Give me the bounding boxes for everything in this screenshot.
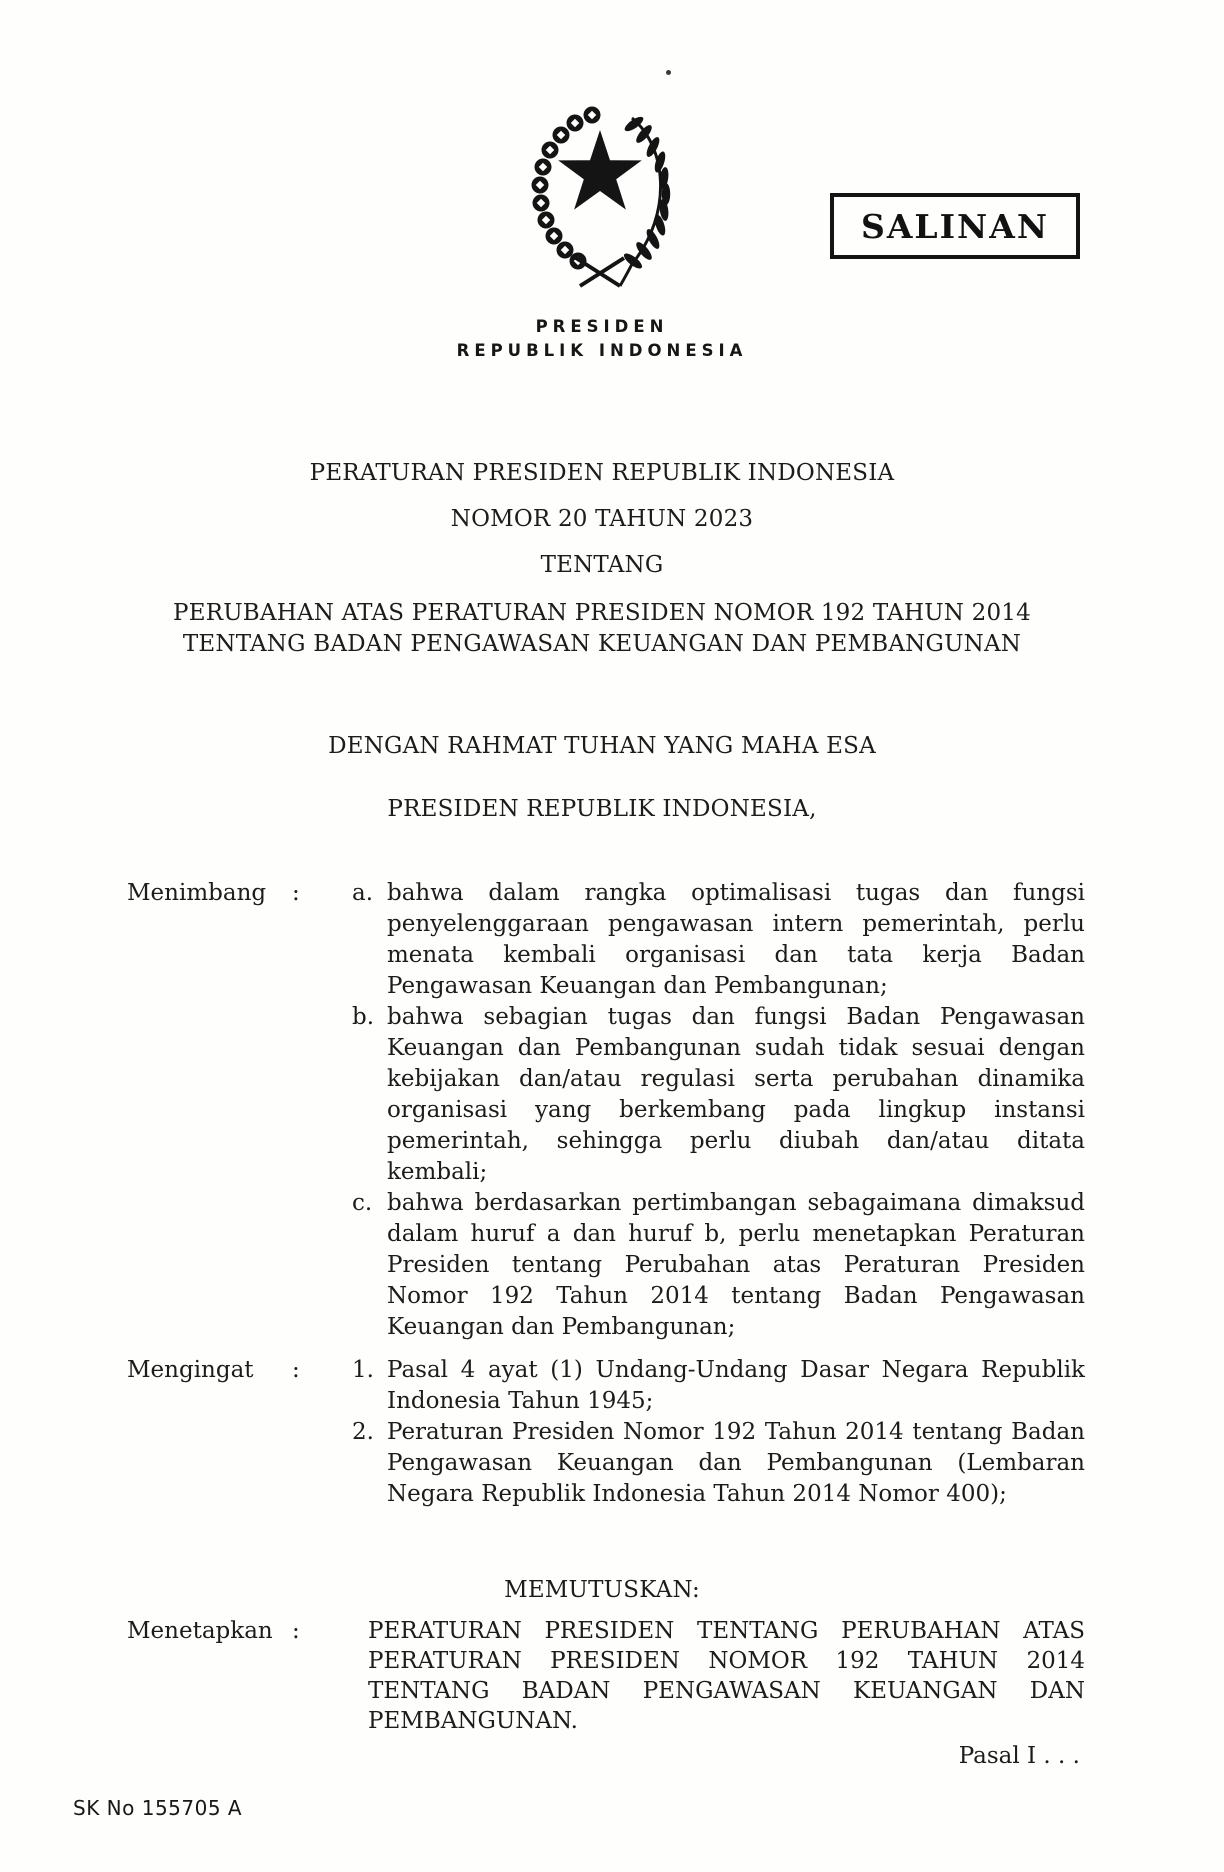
title-line-2: NOMOR 20 TAHUN 2023 — [450, 506, 754, 532]
item-marker: a. — [352, 880, 374, 906]
national-emblem-icon — [520, 102, 680, 298]
letterhead-presiden: PRESIDEN — [535, 317, 669, 336]
item-text: bahwa sebagian tugas dan fungsi Badan Pengawasan Keuangan dan Pembangunan sudah tidak sesuai dengan kebijakan dan/atau regulasi serta perubahan dinamika organisasi yang berkembang pada lingkup instansi pemerintah, sehingga perlu diubah dan/atau ditata kembali; — [387, 1004, 1085, 1185]
item-marker: c. — [352, 1190, 373, 1216]
invocation-line: DENGAN RAHMAT TUHAN YANG MAHA ESA — [328, 733, 876, 759]
star-wreath-icon — [520, 102, 680, 294]
title-line-1: PERATURAN PRESIDEN REPUBLIK INDONESIA — [309, 460, 895, 486]
title-subject — [2, 598, 1202, 660]
enacting-section — [127, 1616, 1085, 1736]
title-line-3: TENTANG — [540, 552, 664, 578]
item-marker: 1. — [352, 1357, 374, 1383]
title-line-5: TENTANG BADAN PENGAWASAN KEUANGAN DAN PEMBANGUNAN — [182, 631, 1022, 657]
enacting-label: Menetapkan — [127, 1618, 273, 1644]
considering-item-c — [352, 1188, 1085, 1343]
considering-label: Menimbang — [127, 880, 267, 906]
authority-line: PRESIDEN REPUBLIK INDONESIA, — [387, 796, 817, 822]
considering-item-b — [352, 1002, 1085, 1188]
item-text: bahwa dalam rangka optimalisasi tugas dan fungsi penyelenggaraan pengawasan intern pemerintah, perlu menata kembali organisasi dan tata kerja Badan Pengawasan Keuangan dan Pembangunan; — [387, 880, 1085, 999]
enacting-text: PERATURAN PRESIDEN TENTANG PERUBAHAN ATAS PERATURAN PRESIDEN NOMOR 192 TAHUN 2014 TENTANG BADAN PENGAWASAN KEUANGAN DAN PEMBANGUNAN. — [368, 1618, 1085, 1734]
recalling-item-2 — [352, 1417, 1085, 1510]
salinan-stamp-label: SALINAN — [860, 206, 1049, 246]
recalling-items — [352, 1355, 1085, 1510]
letterhead-republik-indonesia: REPUBLIK INDONESIA — [456, 341, 748, 360]
scan-speck — [666, 70, 671, 75]
considering-item-a — [352, 878, 1085, 1002]
item-text: Pasal 4 ayat (1) Undang-Undang Dasar Negara Republik Indonesia Tahun 1945; — [387, 1357, 1085, 1414]
recalling-label: Mengingat — [127, 1357, 254, 1383]
recalling-section — [127, 1355, 1085, 1510]
item-text: bahwa berdasarkan pertimbangan sebagaimana dimaksud dalam huruf a dan huruf b, perlu menetapkan Peraturan Presiden tentang Perubahan atas Peraturan Presiden Nomor 192 Tahun 2014 tentang Badan Pengawasan Keuangan dan Pembangunan; — [387, 1190, 1085, 1340]
footer-sk-number: SK No 155705 A — [73, 1796, 243, 1820]
star-shape — [558, 130, 642, 210]
item-text: Peraturan Presiden Nomor 192 Tahun 2014 tentang Badan Pengawasan Keuangan dan Pembangunan (Lembaran Negara Republik Indonesia Tahun 2014 Nomor 400); — [387, 1419, 1085, 1507]
item-marker: b. — [352, 1004, 375, 1030]
considering-colon: : — [292, 880, 300, 906]
catchword-pasal: Pasal I . . . — [958, 1743, 1080, 1769]
salinan-stamp — [830, 193, 1080, 259]
recalling-item-1 — [352, 1355, 1085, 1417]
recalling-colon: : — [292, 1357, 300, 1383]
considering-section — [127, 878, 1085, 1343]
decision-heading: MEMUTUSKAN: — [504, 1577, 700, 1603]
enacting-colon: : — [292, 1618, 300, 1644]
item-marker: 2. — [352, 1419, 374, 1445]
title-line-4: PERUBAHAN ATAS PERATURAN PRESIDEN NOMOR 192 TAHUN 2014 — [173, 600, 1031, 626]
considering-items — [352, 878, 1085, 1343]
